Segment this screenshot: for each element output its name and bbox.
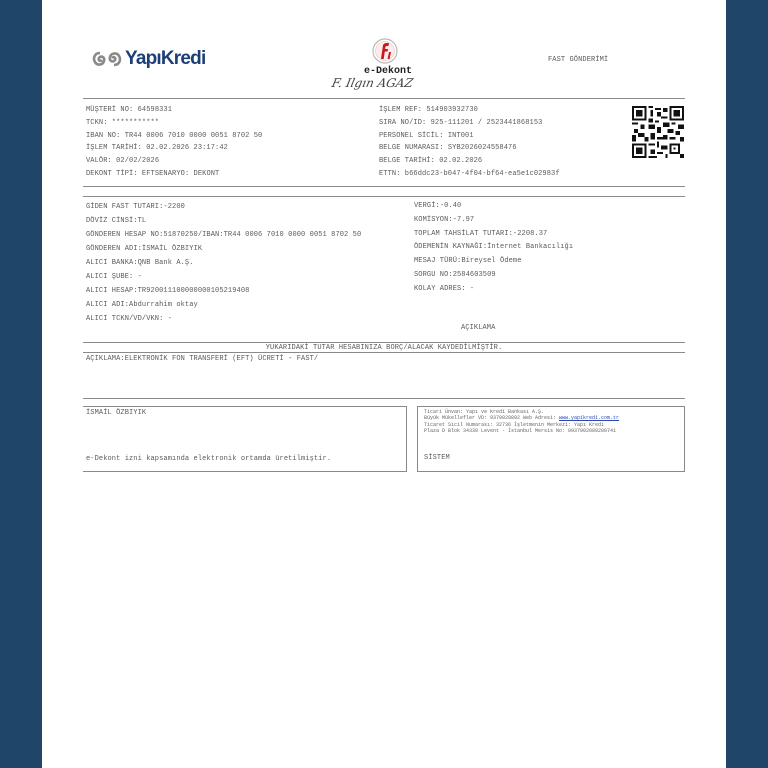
debit-credit-notice: YUKARIDAKİ TUTAR HESABINIZA BORÇ/ALACAK KAYDEDİLMİŞTİR. (265, 344, 503, 352)
yapikredi-swirl-icon (92, 50, 122, 68)
transaction-row-alici-banka: ALICI BANKA:QNB Bank A.Ş. (86, 259, 194, 267)
bank-emblem-icon (372, 38, 398, 66)
system-label: SİSTEM (424, 454, 450, 462)
bank-legal-info: Ticari Ünvan: Yapı ve Kredi Bankası A.Ş. Büyük Mükellefler VD: 9370020892 Web Adresi: www.yapikredi.com.tr Ticaret Sicil Numarası: 32736 İşletmenin Merkezi: Yapı Kredi Plaza D Blok 34330 Levent - İstanbul Mersis No: 0937002089200741 (424, 409, 620, 434)
info-row-belge-numarasi: BELGE NUMARASI: SYB2026024558476 (379, 144, 517, 153)
transaction-row-sorgu-no: SORGU NO:2584603509 (414, 270, 496, 279)
description-heading: AÇIKLAMA (461, 324, 496, 332)
divider (83, 98, 685, 99)
info-row-belge-tarihi: BELGE TARİHİ: 02.02.2026 (379, 157, 483, 166)
customer-name: İSMAİL ÖZBIYIK (86, 409, 147, 417)
transaction-row-doviz-cinsi: DÖVİZ CİNSİ:TL (86, 217, 147, 225)
transaction-row-odeme-kaynagi: ÖDEMENİN KAYNAĞI:İnternet Bankacılığı (414, 243, 574, 252)
divider (83, 196, 685, 197)
divider (83, 352, 685, 353)
transaction-row-mesaj-turu: MESAJ TÜRÜ:Bireysel Ödeme (414, 257, 522, 266)
transaction-row-alici-sube: ALICI ŞUBE: - (86, 273, 142, 281)
document-type: FAST GÖNDERİMİ (548, 56, 609, 64)
transaction-row-vergi: VERGİ:-0.40 (414, 202, 462, 210)
edekont-note: e-Dekont izni kapsamında elektronik ortamda üretilmiştir. (86, 455, 332, 463)
signature: F. Ilgın AGAZ (330, 76, 415, 90)
transaction-row-toplam-tahsilat: TOPLAM TAHSİLAT TUTARI:-2208.37 (414, 229, 548, 238)
transaction-row-kolay-adres: KOLAY ADRES: - (414, 284, 475, 293)
divider (83, 186, 685, 187)
info-row-sira-no: SIRA NO/ID: 925-111201 / 2523441868153 (379, 118, 543, 127)
info-row-valor: VALÖR: 02/02/2026 (86, 157, 160, 166)
divider (83, 398, 685, 399)
transaction-row-komisyon: KOMİSYON:-7.97 (414, 215, 475, 224)
info-row-dekont-tipi: DEKONT TİPİ: EFTSENARYO: DEKONT (86, 169, 220, 178)
transaction-row-alici-hesap: ALICI HESAP:TR920011100000000105219408 (86, 287, 250, 295)
transaction-row-giden-fast-tutari: GİDEN FAST TUTARI:-2200 (86, 203, 185, 211)
document-title: e-Dekont (364, 66, 413, 77)
info-row-ettn: ETTN: b66ddc23-b047-4f04-bf64-ea5e1c02983f (379, 169, 560, 178)
transaction-row-alici-tckn: ALICI TCKN/VD/VKN: - (86, 315, 173, 323)
info-row-iban: IBAN NO: TR44 0006 7010 0000 0051 8702 50 (86, 131, 263, 140)
customer-box (83, 406, 407, 472)
info-row-islem-tarihi: İŞLEM TARİHİ: 02.02.2026 23:17:42 (86, 144, 228, 153)
bank-name: YapıKredi (125, 48, 206, 69)
transaction-details-right (414, 200, 573, 297)
description-text: AÇIKLAMA:ELEKTRONİK FON TRANSFERİ (EFT) ÜCRETİ - FAST/ (86, 355, 319, 363)
info-row-tckn: TCKN: *********** (86, 118, 160, 127)
bank-info-box (417, 406, 685, 472)
transaction-row-alici-adi: ALICI ADI:Abdurrahim oktay (86, 301, 198, 309)
info-row-islem-ref: İŞLEM REF: 514903932730 (379, 106, 478, 114)
transaction-details-left (86, 200, 361, 326)
yapikredi-logo (92, 48, 205, 70)
info-row-musteri-no: MÜŞTERİ NO: 64598331 (86, 106, 173, 114)
qr-code-icon (632, 106, 684, 158)
transaction-row-gonderen-adi: GÖNDEREN ADI:İSMAİL ÖZBIYIK (86, 245, 203, 253)
info-row-personel-sicil: PERSONEL SİCİL: INT001 (379, 131, 474, 140)
e-dekont-page (42, 0, 726, 768)
divider (83, 342, 685, 343)
transaction-row-gonderen-hesap-no: GÖNDEREN HESAP NO:51870250/IBAN:TR44 0006 7010 0000 0051 8702 50 (86, 231, 362, 239)
info-left (86, 104, 262, 181)
bank-website-link[interactable]: www.yapikredi.com.tr (559, 415, 620, 422)
info-right (379, 104, 560, 181)
